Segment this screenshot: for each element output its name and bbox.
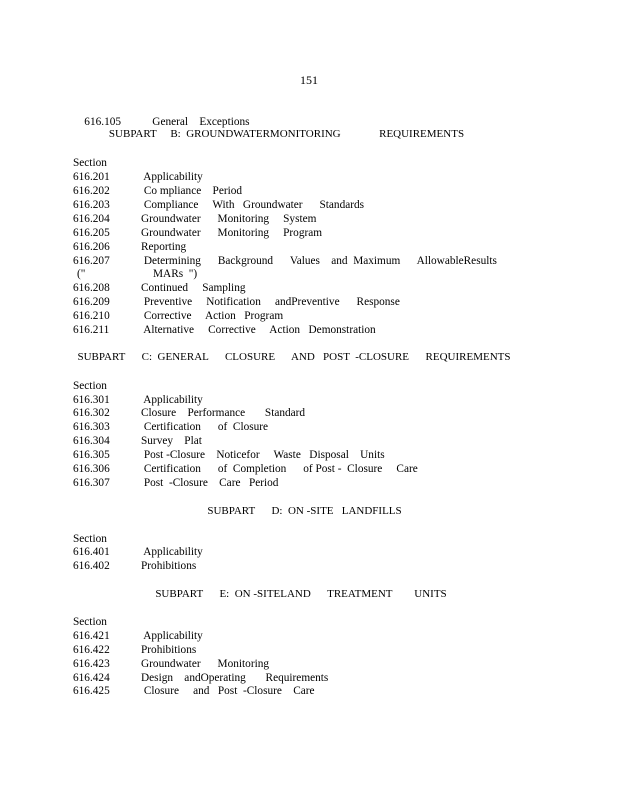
section-title: Post -Closure Care Period <box>141 477 279 489</box>
list-item <box>73 629 203 643</box>
subpart-d-heading: SUBPART D: ON -SITE LANDFILLS <box>207 505 402 517</box>
section-title: Alternative Corrective Action Demonstration <box>141 324 376 336</box>
section-number: 616.423 <box>73 658 110 670</box>
list-item <box>73 657 269 671</box>
section-number: 616.304 <box>73 435 110 447</box>
subpart-e-heading: SUBPART E: ON -SITELAND TREATMENT UNITS <box>155 588 447 600</box>
section-title: Co mpliance Period <box>141 185 243 197</box>
section-title: Applicability <box>141 171 203 183</box>
continuation-open: (" <box>77 268 86 280</box>
list-item <box>73 406 305 420</box>
section-number: 616.421 <box>73 630 110 642</box>
section-number: 616.210 <box>73 310 110 322</box>
section-number: 616.425 <box>73 685 110 697</box>
section-title: Design andOperating Requirements <box>141 672 329 684</box>
section-title: Continued Sampling <box>141 282 246 294</box>
list-item <box>73 476 278 490</box>
section-title: Groundwater Monitoring <box>141 658 270 670</box>
list-item <box>73 212 316 226</box>
list-item <box>73 295 400 309</box>
section-number: 616.306 <box>73 463 110 475</box>
section-label: Section <box>73 157 107 169</box>
continuation-text: MARs ") <box>153 268 198 280</box>
list-item <box>73 671 328 685</box>
section-title: Post -Closure Noticefor Waste Disposal Units <box>141 449 385 461</box>
section-title: Certification of Completion of Post - Closure Care <box>141 463 418 475</box>
section-number: 616.202 <box>73 185 110 197</box>
section-title: Corrective Action Program <box>141 310 284 322</box>
section-title: Compliance With Groundwater Standards <box>141 199 365 211</box>
list-item <box>73 254 497 268</box>
list-item <box>73 545 203 559</box>
section-number: 616.204 <box>73 213 110 225</box>
list-item <box>73 184 242 198</box>
section-label: Section <box>73 380 107 392</box>
section-title: General Exceptions <box>152 116 250 128</box>
section-title: Reporting <box>141 241 187 253</box>
section-number: 616.305 <box>73 449 110 461</box>
section-number: 616.402 <box>73 560 110 572</box>
list-item <box>73 420 268 434</box>
section-label: Section <box>73 616 107 628</box>
section-title: Closure Performance Standard <box>141 407 306 419</box>
subpart-b-heading: SUBPART B: GROUNDWATERMONITORING REQUIREMENTS <box>108 128 465 140</box>
section-number: 616.211 <box>73 324 110 336</box>
list-item <box>73 240 186 254</box>
section-title: Closure and Post -Closure Care <box>141 685 315 697</box>
list-item <box>73 170 203 184</box>
section-number: 616.209 <box>73 296 110 308</box>
section-title: Certification of Closure <box>141 421 269 433</box>
section-title: Applicability <box>141 546 203 558</box>
list-item <box>73 198 364 212</box>
section-number: 616.206 <box>73 241 110 253</box>
list-item <box>73 643 196 657</box>
list-item <box>73 684 315 698</box>
section-title: Prohibitions <box>141 560 197 572</box>
section-title: Determining Background Values and Maximum AllowableResults <box>141 255 497 267</box>
section-number: 616.303 <box>73 421 110 433</box>
list-item <box>73 226 322 240</box>
page-number: 151 <box>300 73 318 87</box>
section-title: Prohibitions <box>141 644 197 656</box>
section-title: Applicability <box>141 394 203 406</box>
section-title: Groundwater Monitoring Program <box>141 227 323 239</box>
section-number: 616.208 <box>73 282 110 294</box>
section-label: Section <box>73 533 107 545</box>
subpart-c-heading: SUBPART C: GENERAL CLOSURE AND POST -CLOSURE REQUIREMENTS <box>77 351 511 363</box>
list-item <box>73 281 246 295</box>
section-number: 616.424 <box>73 672 110 684</box>
section-title: Survey Plat <box>141 435 202 447</box>
section-number: 616.203 <box>73 199 110 211</box>
list-item <box>73 323 376 337</box>
section-number: 616.105 <box>84 116 122 128</box>
list-item <box>73 559 196 573</box>
section-number: 616.307 <box>73 477 110 489</box>
section-number: 616.302 <box>73 407 110 419</box>
section-number: 616.207 <box>73 255 110 267</box>
section-number: 616.422 <box>73 644 110 656</box>
intro-row <box>73 101 250 128</box>
section-number: 616.301 <box>73 394 110 406</box>
section-number: 616.401 <box>73 546 110 558</box>
section-number: 616.205 <box>73 227 110 239</box>
section-title: Preventive Notification andPreventive Response <box>141 296 400 308</box>
section-number: 616.201 <box>73 171 110 183</box>
section-title: Groundwater Monitoring System <box>141 213 317 225</box>
list-item <box>73 393 203 407</box>
list-item <box>73 462 418 476</box>
list-item <box>73 309 283 323</box>
list-item <box>73 448 385 462</box>
section-title: Applicability <box>141 630 203 642</box>
list-item <box>73 434 202 448</box>
